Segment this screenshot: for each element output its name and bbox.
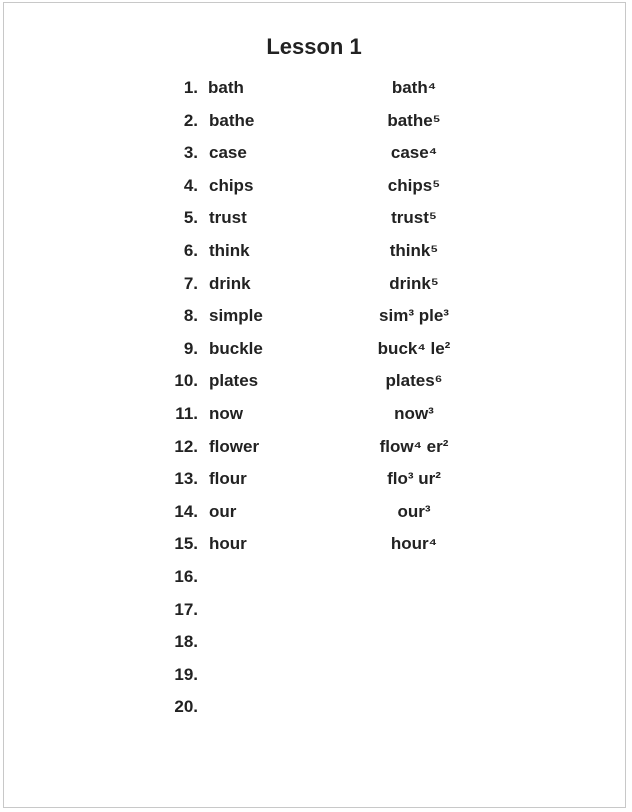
item-number: 4. xyxy=(183,176,198,195)
list-item xyxy=(0,502,632,526)
item-syllables: chips⁵ xyxy=(387,176,441,195)
item-number: 18. xyxy=(174,632,198,651)
item-word: bath xyxy=(208,78,244,97)
item-word: trust xyxy=(209,208,247,227)
list-item xyxy=(0,600,632,624)
item-syllables: think⁵ xyxy=(389,241,439,260)
item-number: 12. xyxy=(174,437,198,456)
item-number: 5. xyxy=(183,208,198,227)
item-word: bathe xyxy=(209,111,255,130)
item-number: 16. xyxy=(174,567,198,586)
item-word: case xyxy=(209,143,247,162)
list-item xyxy=(0,208,632,232)
item-number: 19. xyxy=(174,665,198,684)
list-item xyxy=(0,339,632,363)
item-word: simple xyxy=(209,306,263,325)
item-syllables: sim³ ple³ xyxy=(379,306,449,325)
item-syllables: plates⁶ xyxy=(385,371,443,390)
item-number: 15. xyxy=(174,534,198,553)
list-item xyxy=(0,567,632,591)
list-item xyxy=(0,665,632,689)
list-item xyxy=(0,404,632,428)
item-word: drink xyxy=(209,274,251,293)
item-word: buckle xyxy=(209,339,263,358)
item-syllables: hour⁴ xyxy=(390,534,438,553)
item-word: plates xyxy=(209,371,259,390)
list-item xyxy=(0,111,632,135)
item-number: 2. xyxy=(183,111,198,130)
list-item xyxy=(0,78,632,102)
item-number: 20. xyxy=(174,697,198,716)
item-syllables: trust⁵ xyxy=(391,208,437,227)
list-item xyxy=(0,437,632,461)
item-syllables: bathe⁵ xyxy=(387,111,441,130)
list-item xyxy=(0,176,632,200)
item-number: 10. xyxy=(174,371,198,390)
item-syllables: bath⁴ xyxy=(391,78,437,97)
list-item xyxy=(0,632,632,656)
list-item xyxy=(0,371,632,395)
item-word: chips xyxy=(209,176,254,195)
item-syllables: flo³ ur² xyxy=(387,469,441,488)
item-word: our xyxy=(209,502,237,521)
list-item xyxy=(0,306,632,330)
item-syllables: our³ xyxy=(397,502,431,521)
list-item xyxy=(0,274,632,298)
item-word: now xyxy=(209,404,243,423)
list-item xyxy=(0,469,632,493)
item-number: 11. xyxy=(175,404,198,423)
item-word: flower xyxy=(209,437,260,456)
item-syllables: drink⁵ xyxy=(389,274,439,293)
item-number: 17. xyxy=(174,600,198,619)
item-number: 14. xyxy=(174,502,198,521)
item-syllables: flow⁴ er² xyxy=(379,437,449,456)
list-item xyxy=(0,534,632,558)
item-number: 13. xyxy=(174,469,198,488)
item-number: 3. xyxy=(183,143,198,162)
item-number: 8. xyxy=(183,306,198,325)
item-number: 9. xyxy=(183,339,198,358)
list-item xyxy=(0,697,632,721)
item-number: 1. xyxy=(183,78,198,97)
item-word: hour xyxy=(209,534,247,553)
item-number: 6. xyxy=(183,241,198,260)
item-syllables: case⁴ xyxy=(390,143,438,162)
item-word: flour xyxy=(209,469,247,488)
item-syllables: now³ xyxy=(394,404,434,423)
item-syllables: buck⁴ le² xyxy=(377,339,451,358)
list-item xyxy=(0,241,632,265)
page-title: Lesson 1 xyxy=(266,34,362,59)
list-item xyxy=(0,143,632,167)
item-word: think xyxy=(209,241,250,260)
item-number: 7. xyxy=(183,274,198,293)
